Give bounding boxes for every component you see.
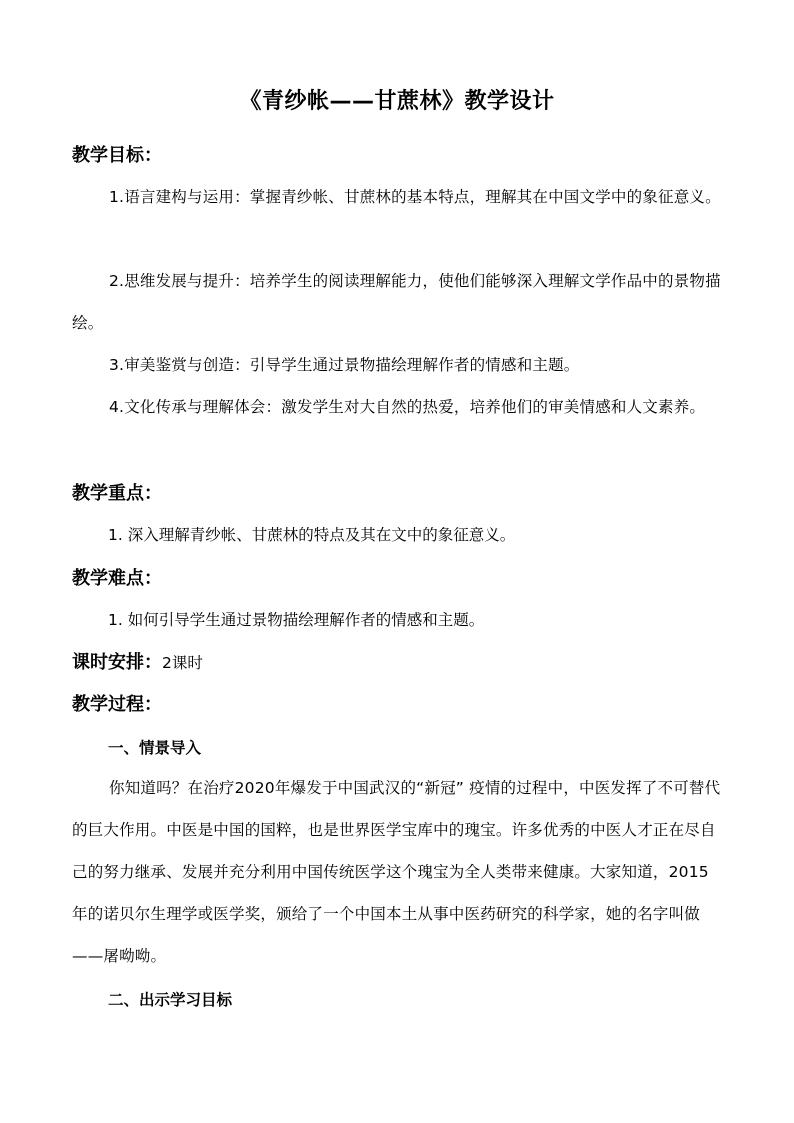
step1-title: 一、情景导入 — [108, 739, 202, 757]
difficulties-heading: 教学难点： — [72, 568, 162, 589]
process-heading: 教学过程： — [72, 694, 162, 715]
schedule-heading: 课时安排： — [72, 652, 162, 673]
objective-item-3: 3.审美鉴赏与创造：引导学生通过景物描绘理解作者的情感和主题。 — [109, 356, 580, 374]
objective-item-2: 2.思维发展与提升：培养学生的阅读理解能力，使他们能够深入理解文学作品中的景物描绘。 — [72, 272, 721, 332]
key-point-item: 1. 深入理解青纱帐、甘蔗林的特点及其在文中的象征意义。 — [108, 526, 516, 544]
difficulty-item: 1. 如何引导学生通过景物描绘理解作者的情感和主题。 — [108, 611, 485, 629]
page-title: 《青纱帐——甘蔗林》教学设计 — [239, 89, 555, 114]
step1-text: 你知道吗？在治疗2020年爆发于中国武汉的“新冠” 疫情的过程中，中医发挥了不可替代的巨大作用。中医是中国的国粹，也是世界医学宝库中的瑰宝。许多优秀的中医人才正在尽自己的努力继承、发展并充分利用中国传统医学这个瑰宝为全人类带来健康。大家知道，2015年的诺贝尔生理学或医学奖，颁给了一个中国本土从事中医药研究的科学家，她的名字叫做——屠呦呦。 — [72, 779, 721, 965]
key-points-heading: 教学重点： — [72, 483, 162, 504]
objective-item-4: 4.文化传承与理解体会：激发学生对大自然的热爱，培养他们的审美情感和人文素养。 — [109, 398, 706, 416]
schedule-row — [72, 650, 203, 676]
objective-item-1: 1.语言建构与运用：掌握青纱帐、甘蔗林的基本特点，理解其在中国文学中的象征意义。 — [109, 188, 721, 206]
schedule-value: 2课时 — [162, 654, 203, 672]
step2-title: 二、出示学习目标 — [108, 991, 233, 1009]
objectives-heading: 教学目标： — [72, 145, 162, 166]
